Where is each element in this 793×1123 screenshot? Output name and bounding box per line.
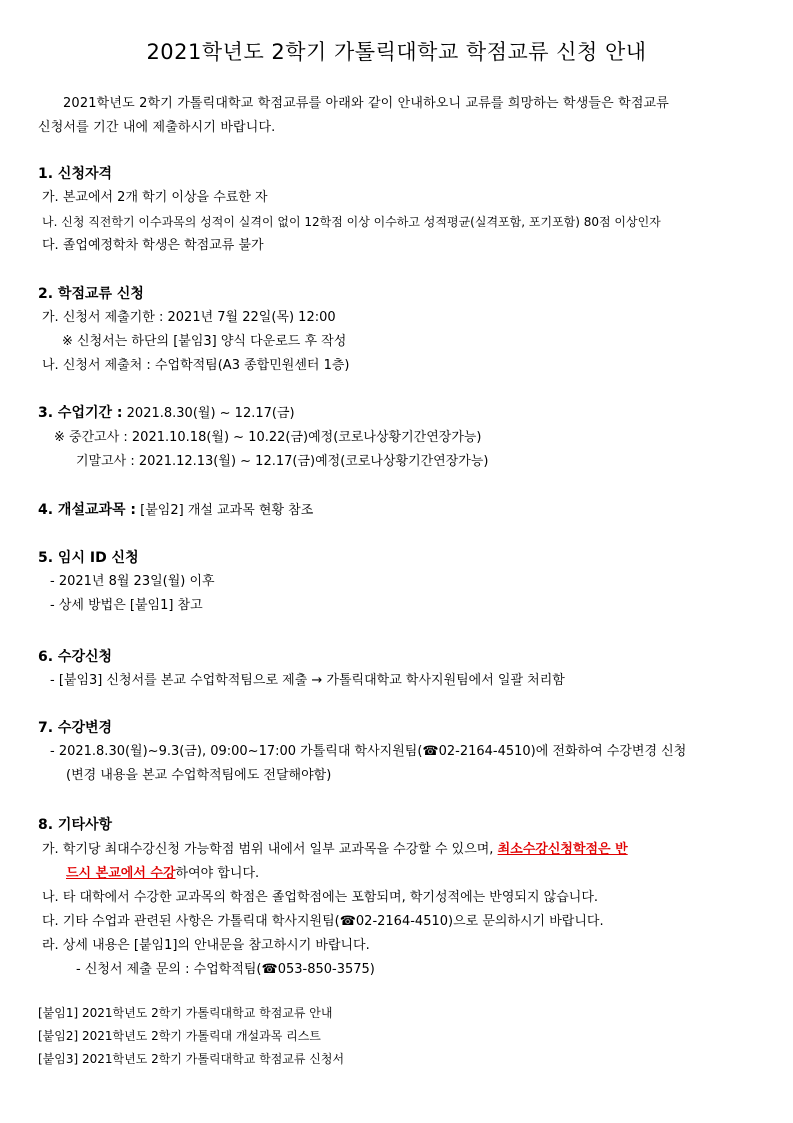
section-3-final: 기말고사 : 2021.12.13(월) ~ 12.17(금)예정(코로나상황기간연장가능) bbox=[76, 454, 489, 469]
section-6-item-a: - [붙임3] 신청서를 본교 수업학적팀으로 제출 → 가톨릭대학교 학사지원팀에서 일괄 처리함 bbox=[50, 673, 565, 688]
section-7-item-a: - 2021.8.30(월)~9.3(금), 09:00~17:00 가톨릭대 학사지원팀(☎02-2164-4510)에 전화하여 수강변경 신청 bbox=[50, 744, 687, 759]
attachment-1: [붙임1] 2021학년도 2학기 가톨릭대학교 학점교류 안내 bbox=[38, 1006, 333, 1020]
section-8-item-a-line-1 bbox=[42, 840, 628, 860]
section-1-item-a: 가. 본교에서 2개 학기 이상을 수료한 자 bbox=[42, 190, 268, 205]
section-5-item-b: - 상세 방법은 [붙임1] 참고 bbox=[50, 598, 203, 613]
section-8-item-a-line-2 bbox=[66, 864, 259, 884]
section-8-item-d: 라. 상세 내용은 [붙임1]의 안내문을 참고하시기 바랍니다. bbox=[42, 938, 370, 953]
section-2-note: ※ 신청서는 하단의 [붙임3] 양식 다운로드 후 작성 bbox=[62, 334, 347, 349]
section-7-heading: 7. 수강변경 bbox=[38, 720, 113, 736]
section-5-heading: 5. 임시 ID 신청 bbox=[38, 550, 139, 566]
section-4-value: [붙임2] 개설 교과목 현황 참조 bbox=[140, 503, 314, 518]
section-8-item-a-tail: 하여야 합니다. bbox=[175, 866, 260, 881]
section-2-item-b: 나. 신청서 제출처 : 수업학적팀(A3 종합민원센터 1층) bbox=[42, 358, 350, 373]
section-8-contact: - 신청서 제출 문의 : 수업학적팀(☎053-850-3575) bbox=[76, 962, 375, 977]
section-5-item-a: - 2021년 8월 23일(월) 이후 bbox=[50, 574, 215, 589]
emphasis-min-credits: 최소수강신청학점은 반 bbox=[497, 842, 628, 857]
section-4-line bbox=[38, 500, 313, 521]
section-8-item-a-text: 가. 학기당 최대수강신청 가능학점 범위 내에서 일부 교과목을 수강할 수 있으며, bbox=[42, 842, 494, 857]
attachment-3: [붙임3] 2021학년도 2학기 가톨릭대학교 학점교류 신청서 bbox=[38, 1052, 345, 1066]
section-1-item-c: 다. 졸업예정학차 학생은 학점교류 불가 bbox=[42, 238, 264, 253]
section-3-midterm: ※ 중간고사 : 2021.10.18(월) ~ 10.22(금)예정(코로나상황기간연장가능) bbox=[54, 430, 482, 445]
section-4-heading: 4. 개설교과목 : bbox=[38, 502, 137, 518]
emphasis-home-school: 드시 본교에서 수강 bbox=[66, 866, 176, 881]
section-2-item-a: 가. 신청서 제출기한 : 2021년 7월 22일(목) 12:00 bbox=[42, 310, 336, 325]
section-3-value: 2021.8.30(월) ~ 12.17(금) bbox=[126, 406, 295, 421]
section-3-heading: 3. 수업기간 : bbox=[38, 405, 123, 421]
intro-line-1: 2021학년도 2학기 가톨릭대학교 학점교류를 아래와 같이 안내하오니 교류를 희망하는 학생들은 학점교류 bbox=[63, 96, 669, 111]
section-2-heading: 2. 학점교류 신청 bbox=[38, 286, 144, 302]
section-3-line bbox=[38, 403, 295, 424]
section-8-item-b: 나. 타 대학에서 수강한 교과목의 학점은 졸업학점에는 포함되며, 학기성적에는 반영되지 않습니다. bbox=[42, 890, 599, 905]
section-7-note: (변경 내용을 본교 수업학적팀에도 전달해야함) bbox=[66, 768, 332, 783]
section-6-heading: 6. 수강신청 bbox=[38, 649, 113, 665]
attachment-2: [붙임2] 2021학년도 2학기 가톨릭대 개설과목 리스트 bbox=[38, 1029, 321, 1043]
section-8-item-c: 다. 기타 수업과 관련된 사항은 가톨릭대 학사지원팀(☎02-2164-4510)으로 문의하시기 바랍니다. bbox=[42, 914, 604, 929]
section-8-heading: 8. 기타사항 bbox=[38, 817, 113, 833]
page-title: 2021학년도 2학기 가톨릭대학교 학점교류 신청 안내 bbox=[146, 40, 647, 64]
section-1-item-b: 나. 신청 직전학기 이수과목의 성적이 실격이 없이 12학점 이상 이수하고 성적평균(실격포함, 포기포함) 80점 이상인자 bbox=[42, 215, 661, 229]
intro-line-2: 신청서를 기간 내에 제출하시기 바랍니다. bbox=[38, 120, 276, 135]
section-1-heading: 1. 신청자격 bbox=[38, 166, 113, 182]
